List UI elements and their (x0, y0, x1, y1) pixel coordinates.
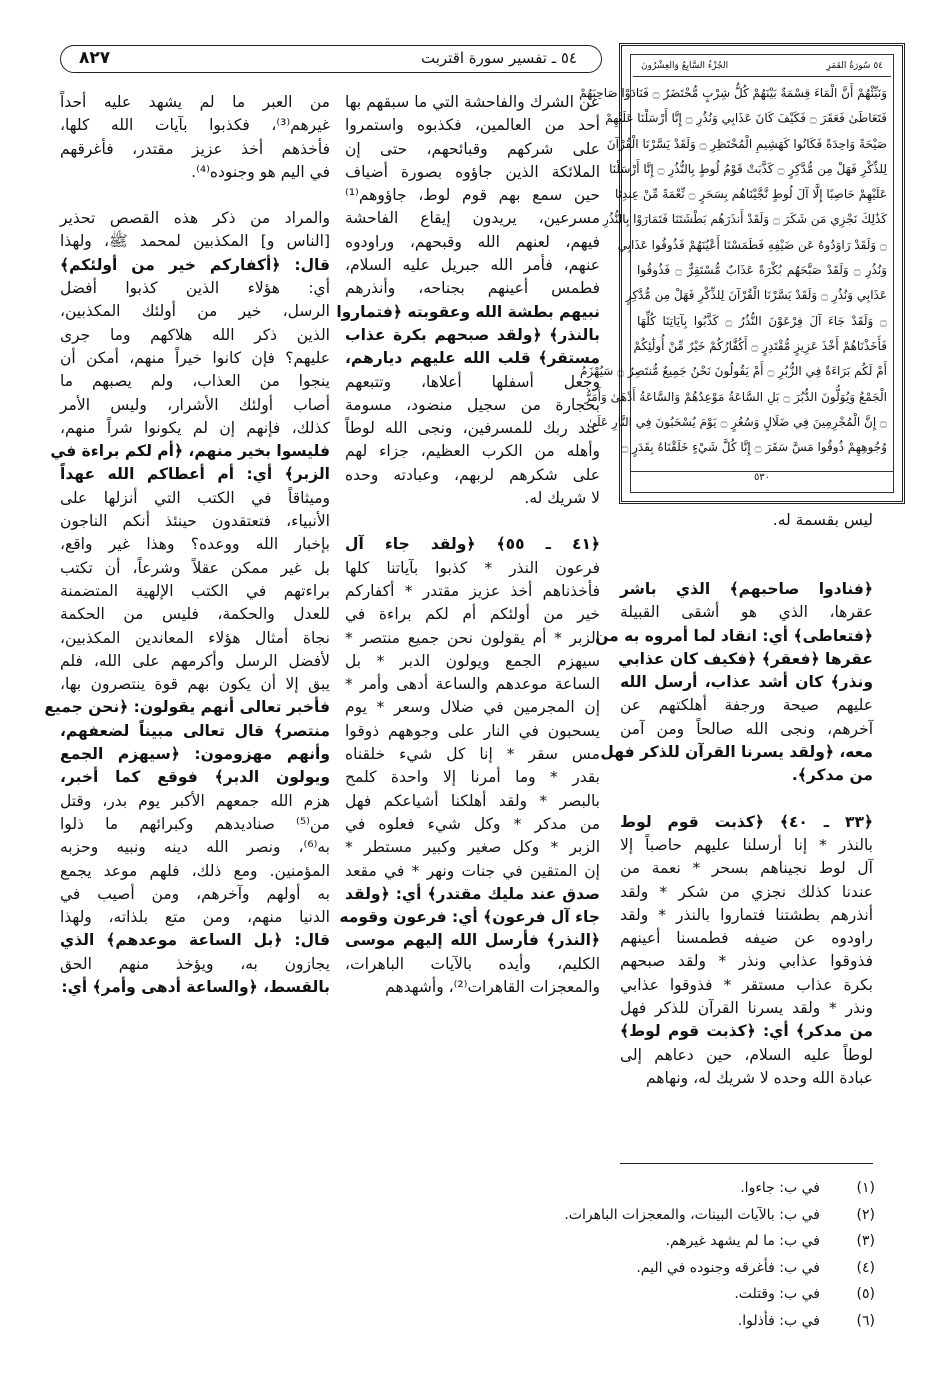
text-line: عن الشرك والفاحشة التي ما سبقهم بها (345, 93, 600, 111)
text-line: ينجوا من العذاب، ولم يصبهم ما (60, 372, 330, 391)
text-line: ﴿فنادوا صاحبهم﴾ الذي باشر (620, 580, 873, 598)
text-line: بقدر * وما أمرنا إلا واحدة كلمح (345, 768, 600, 787)
footnote (475, 1308, 875, 1335)
text-line: بالنذر * إنا أرسلنا عليهم حاصباً إلا (620, 835, 873, 854)
text-line (345, 510, 600, 533)
text-line: عندنا كذلك نجزي من شكر * ولقد (620, 882, 873, 901)
footnote-text: في ب: فأغرقه وجنوده في اليم. (636, 1259, 820, 1276)
text-line: عقرها، الذي هو أشقى القبيلة (620, 603, 873, 622)
text-line: والمراد من ذكر هذه القصص تحذير (60, 209, 330, 228)
text-line: ﴿فتعاطى﴾ أي: انقاد لما أمروه به من (595, 626, 873, 645)
text-line: هزم الله جمعهم الأكبر يوم بدر، وقتل (60, 791, 330, 810)
text-line: لأفضل الرسل وأكرمهم على الله، فلم (60, 651, 330, 670)
text-line: بكرة عذاب مستقر * فذوقوا عذابي (620, 975, 873, 994)
surah-name: ٥٤ سُورَةُ القَمَرِ (826, 60, 883, 71)
footnote-text: في ب: ما لم يشهد غيرهم. (665, 1233, 820, 1249)
text-line: ونذر * ولقد يسرنا القرآن للذكر فهل (620, 999, 873, 1018)
text-line: الرسل، خير من أولئك المكذبين، (60, 302, 330, 321)
text-line: قال: ﴿بل الساعة موعدهم﴾ الذي (60, 931, 330, 950)
footnote-number: (٣) (856, 1233, 875, 1249)
text-line: ﴿٤١ ـ ٥٥﴾ ﴿ولقد جاء آل (345, 535, 601, 554)
quran-page-image (579, 43, 905, 504)
text-line: منتصر﴾ قال تعالى مبيناً لضعفهم، (60, 721, 330, 740)
quran-page-top-bar (633, 55, 891, 77)
text-line: فرعون النذر * كذبوا بآياتنا كلها (345, 558, 600, 577)
right-column (595, 578, 873, 1090)
text-line: يجازون به، ويؤخذ منهم الحق (60, 954, 330, 973)
text-line: على شركهم وقبائحهم، حتى إن (345, 139, 600, 158)
text-line: على شكرهم لربهم، وعبادته وحده (345, 465, 600, 484)
text-line: الذين ذكر الله هلاكهم وما جرى (60, 325, 330, 344)
text-line: الساعة موعدهم والساعة أدهى وأمر * (345, 675, 600, 694)
page-number: ٨٢٧ (79, 48, 111, 68)
text-line: وأنهم مهزومون: ﴿سيهزم الجمع (60, 745, 330, 764)
text-line: قال: ﴿أكفاركم خير من أولئكم﴾ (60, 255, 330, 274)
text-line: آل لوط نجيناهم بسحر * نعمة من (620, 859, 873, 878)
text-line: فأخبر تعالى أنهم يقولون: ﴿نحن جميع (44, 698, 330, 717)
text-line (620, 788, 873, 811)
text-line: بل غير ممكن عقلاً وشرعاً، أن تكتب (60, 558, 330, 577)
quran-verse-line: ۝ وَلَقَدْ رَاوَدُوهُ عَن ضَيْفِهِ فَطَمَسْنَا أَعْيُنَهُمْ فَذُوقُوا عَذَابِي (617, 237, 887, 252)
quran-verse-line: وَنَبِّئْهُمْ أَنَّ الْمَاءَ قِسْمَةٌ بَيْنَهُمْ كُلُّ شِرْبٍ مُّحْتَضَرٌ ۝ فَنَادَوْا صَاحِبَهُمْ (579, 86, 887, 100)
text-line: كذلك، فإنهم إن لم يكونوا شراً منهم، (60, 418, 330, 437)
text-line: عقرها ﴿فعقر﴾ ﴿فكيف كان عذابي (618, 649, 873, 668)
text-line: مسرعين، يريدون إيقاع الفاحشة (345, 209, 600, 228)
text-line: الزبر * وكل صغير وكبير مستطر * (345, 838, 600, 857)
quran-verse-line: وَنُذُرِ ۝ وَلَقَدْ صَبَّحَهُم بُكْرَةً عَذَابٌ مُّسْتَقِرٌّ ۝ فَذُوقُوا (637, 263, 887, 278)
text-line: من مدكر * وكل شيء فعلوه في (345, 814, 600, 833)
juz-name: الجُزْءُ السَّابِعُ وَالعِشْرُونَ (641, 60, 729, 71)
text-line: فطمس أعينهم بجناحه، وأنذرهم (345, 279, 600, 298)
footnote-number: (١) (856, 1180, 875, 1196)
page-header (60, 45, 602, 73)
quran-verse-line: فَأَخَذْنَاهُمْ أَخْذَ عَزِيزٍ مُّقْتَدِرٍ ۝ أَكُفَّارُكُمْ خَيْرٌ مِّنْ أُولَٰئِكُمْ (633, 338, 887, 353)
quran-verses (579, 81, 887, 470)
quran-verse-line: ۝ وَلَقَدْ جَاءَ آلَ فِرْعَوْنَ النُّذُرُ ۝ كَذَّبُوا بِآيَاتِنَا كُلِّهَا (637, 313, 887, 328)
text-line: براءتهم في الكتب الإلهية المتضمنة (60, 581, 330, 600)
footnote (475, 1281, 875, 1308)
text-line: جاء آل فرعون﴾ أي: فرعون وقومه (339, 908, 600, 927)
quran-verse-line: الْجَمْعُ وَيُوَلُّونَ الدُّبُرَ ۝ بَلِ السَّاعَةُ مَوْعِدُهُمْ وَالسَّاعَةُ أَدْهَىٰ وَأَمَرُّ (584, 389, 887, 404)
text-line: به⁽⁶⁾، ونصر الله دينه ونبيه وحزبه (60, 838, 330, 857)
text-line: مستقر﴾ قلب الله عليهم ديارهم، (345, 349, 600, 368)
footnote (475, 1228, 875, 1255)
text-line: أي: هؤلاء الذين كذبوا أفضل (60, 279, 330, 298)
text-line: إن المجرمين في ضلال وسعر * يوم (345, 698, 600, 717)
quran-verse-line: ۝ إِنَّ الْمُجْرِمِينَ فِي ضَلَالٍ وَسُعُرٍ ۝ يَوْمَ يُسْحَبُونَ فِي النَّارِ عَلَىٰ (586, 414, 887, 429)
text-line: فيهم، لعنهم الله وقبحهم، وراودوه (345, 232, 600, 251)
footnote-text: في ب: وقتلت. (734, 1286, 820, 1302)
quran-verse-line: عَلَيْهِمْ حَاصِبًا إِلَّا آلَ لُوطٍ نَّجَّيْنَاهُم بِسَحَرٍ ۝ نِّعْمَةً مِّنْ عِندِنَا (614, 187, 887, 202)
quran-page-bottom-bar (631, 471, 893, 492)
text-line: نجاة أمثال هؤلاء المعاندين المكذبين، (60, 628, 330, 647)
text-line: لا شريك له. (524, 489, 600, 508)
text-line: وجعل أسفلها أعلاها، وتتبعهم (345, 372, 600, 391)
text-line: عليهم صيحة ورجفة أهلكتهم عن (620, 696, 873, 715)
text-line: ليس بقسمة له. (772, 511, 873, 529)
text-line: عليهم؟ فإن كانوا خيراً منهم، أمكن أن (60, 348, 330, 367)
footnote-text: في ب: بالآيات البينات، والمعجزات الباهرات. (564, 1206, 820, 1223)
text-line: للعدل والحكمة، فليس من الحكمة (60, 605, 330, 624)
text-line: بالنذر﴾ ﴿ولقد صبحهم بكرة عذاب (345, 325, 600, 344)
text-line: بحجارة من سجيل منضود، مسومة (345, 395, 600, 414)
text-line: عبادة الله وحده لا شريك له، ونهاهم (646, 1068, 873, 1087)
quran-page-frame (579, 54, 894, 493)
footnote (475, 1255, 875, 1282)
footnote-separator (620, 1163, 873, 1164)
footnote (475, 1202, 875, 1229)
text-line: خير من أولئكم أم لكم براءة في (345, 605, 600, 624)
left-column (44, 91, 330, 999)
text-line: الزبر * أم يقولون نحن جميع منتصر * (345, 628, 600, 647)
text-line: نبيهم بطشة الله وعقوبته ﴿فتماروا (336, 302, 600, 321)
footnote-text: في ب: جاءوا. (740, 1180, 820, 1196)
footnote-text: في ب: فأذلوا. (737, 1312, 820, 1329)
text-line: الأنبياء، فتعتقدون حينئذ أنكم الناجون (60, 512, 330, 531)
text-line: فأخذهم أخذ عزيز مقتدر، فأغرقهم (60, 139, 330, 158)
text-line: إن المتقين في جنات ونهر * في مقعد (345, 861, 600, 880)
right-column-top (620, 509, 873, 532)
text-line: من مدكر﴾ أي: ﴿كذبت قوم لوط﴾ (620, 1022, 873, 1041)
text-line: فليسوا بخير منهم، ﴿أم لكم براءة في (50, 442, 330, 461)
quran-verse-line: صَيْحَةً وَاحِدَةً فَكَانُوا كَهَشِيمِ الْمُحْتَظِرِ ۝ وَلَقَدْ يَسَّرْنَا الْقُرْآنَ (606, 136, 887, 151)
text-line: ﴿٣٣ ـ ٤٠﴾ ﴿كذبت قوم لوط (620, 812, 873, 831)
text-line: الزبر﴾ أي: أم أعطاكم الله عهداً (60, 465, 330, 484)
text-line: مس سقر * إنا كل شيء خلقناه (345, 745, 600, 764)
quran-page-number: ٥٣٠ (753, 472, 771, 483)
text-line: في اليم هو وجنوده⁽⁴⁾. (191, 162, 330, 181)
text-line: به أولهم وآخرهم، ومن أصيب في (60, 884, 330, 903)
text-line: راودوه عن ضيفه فطمسنا أعينهم (620, 929, 873, 948)
quran-verse-line: لِلذِّكْرِ فَهَلْ مِن مُّدَّكِرٍ ۝ كَذَّبَتْ قَوْمُ لُوطٍ بِالنُّذُرِ ۝ إِنَّا أَرْسَلْنَا (609, 161, 887, 176)
text-line: أحد من العالمين، فكذبوه واستمروا (345, 116, 600, 135)
text-line (60, 184, 330, 207)
text-line: المؤمنين. ومع ذلك، فلهم موعد يجمع (60, 861, 330, 880)
text-line: فأخذناهم أخذ عزيز مقتدر * أكفاركم (345, 581, 600, 600)
text-line: سيهزم الجمع ويولون الدبر * بل (345, 651, 600, 670)
footnote-number: (٦) (856, 1312, 875, 1329)
text-line: ويولون الدبر﴾ فوقع كما أخبر، (60, 768, 330, 787)
middle-column (336, 91, 601, 999)
page-title: ٥٤ ـ تفسير سورة اقتربت (420, 49, 577, 67)
footnote-number: (٢) (856, 1206, 875, 1223)
quran-verse-line: كَذَٰلِكَ نَجْزِي مَن شَكَرَ ۝ وَلَقَدْ أَنذَرَهُم بَطْشَتَنَا فَتَمَارَوْا بِالنُّذُرِ (602, 212, 887, 227)
text-line: يسحبون في النار على وجوههم ذوقوا (345, 721, 600, 740)
text-line: يبق إلا أن يكون بهم قوة ينتصرون بها، (60, 675, 330, 694)
quran-verse-line: فَتَعَاطَىٰ فَعَقَرَ ۝ فَكَيْفَ كَانَ عَذَابِي وَنُذُرِ ۝ إِنَّا أَرْسَلْنَا عَلَيْهِمْ (605, 111, 887, 126)
text-line: بالقسط، ﴿والساعة أدهى وأمر﴾ أي: (61, 977, 330, 996)
text-line: عند ربك للمسرفين، ونجى الله لوطاً (345, 419, 600, 438)
text-line: وأهله من الكرب العظيم، جزاء لهم (345, 442, 600, 461)
footnote (475, 1175, 875, 1202)
quran-verse-line: عَذَابِي وَنُذُرِ ۝ وَلَقَدْ يَسَّرْنَا الْقُرْآنَ لِلذِّكْرِ فَهَلْ مِن مُّدَّكِرٍ (625, 288, 887, 303)
text-line: الدنيا منهم، ومن متع بلذاته، ولهذا (60, 908, 330, 927)
text-line: فذوقوا عذابي ونذر * ولقد صبحهم (620, 952, 873, 971)
text-line: معه، ﴿ولقد يسرنا القرآن للذكر فهل (600, 743, 873, 762)
text-line: صدق عند مليك مقتدر﴾ أي: ﴿ولقد (345, 884, 600, 903)
text-line: وميثاقاً في الكتب التي أنزلها على (60, 488, 330, 507)
text-line: ﴿النذر﴾ فأرسل الله إليهم موسى (345, 931, 600, 950)
text-line: بإخبار الله ووعده؟ وهذا غير واقع، (60, 535, 330, 554)
text-line: من العبر ما لم يشهد عليه أحداً (60, 93, 330, 111)
text-line: الملائكة الذين جاؤوه بصورة أضياف (345, 162, 600, 181)
text-line: من مدكر﴾. (791, 766, 873, 785)
text-line: الكليم، وأيده بالآيات الباهرات، (345, 954, 600, 973)
text-line: بالبصر * ولقد أهلكنا أشياعكم فهل (345, 791, 600, 810)
text-line: أنذرهم بطشتنا فتماروا بالنذر * ولقد (620, 905, 873, 924)
quran-verse-line: أَمْ لَكُم بَرَاءَةٌ فِي الزُّبُرِ ۝ أَمْ يَقُولُونَ نَحْنُ جَمِيعٌ مُّنتَصِرٌ ۝ سَيُهْزَمُ (580, 364, 887, 379)
text-line: ونذر﴾ كان أشد عذاب، أرسل الله (620, 673, 873, 692)
text-line: [الناس و] المكذبين لمحمد ﷺ، ولهذا (60, 232, 330, 251)
text-line: عنهم، فأمر الله جبريل عليه السلام، (345, 256, 600, 275)
text-line: والمعجزات القاهرات⁽²⁾، وأشهدهم (385, 977, 600, 996)
footnotes (475, 1175, 875, 1334)
footnote-number: (٤) (856, 1259, 875, 1276)
quran-verse-line: وُجُوهِهِمْ ذُوقُوا مَسَّ سَقَرَ ۝ إِنَّا كُلَّ شَيْءٍ خَلَقْنَاهُ بِقَدَرٍ ۝ (621, 440, 887, 455)
footnote-number: (٥) (856, 1286, 875, 1302)
text-line: أصاب أولئك الأشرار، وليس الأمر (60, 395, 330, 414)
text-line: آخرهم، ونجى الله صالحاً ومن آمن (620, 719, 873, 738)
text-line: غيرهم⁽³⁾، فكذبوا بآيات الله كلها، (60, 116, 330, 135)
text-line: من⁽⁵⁾ صناديدهم وكبرائهم ما ذلوا (60, 814, 330, 833)
text-line: حين سمع بهم قوم لوط، جاؤوهم⁽¹⁾ (345, 186, 600, 205)
text-line: لوطاً عليه السلام، حين دعاهم إلى (620, 1045, 873, 1064)
